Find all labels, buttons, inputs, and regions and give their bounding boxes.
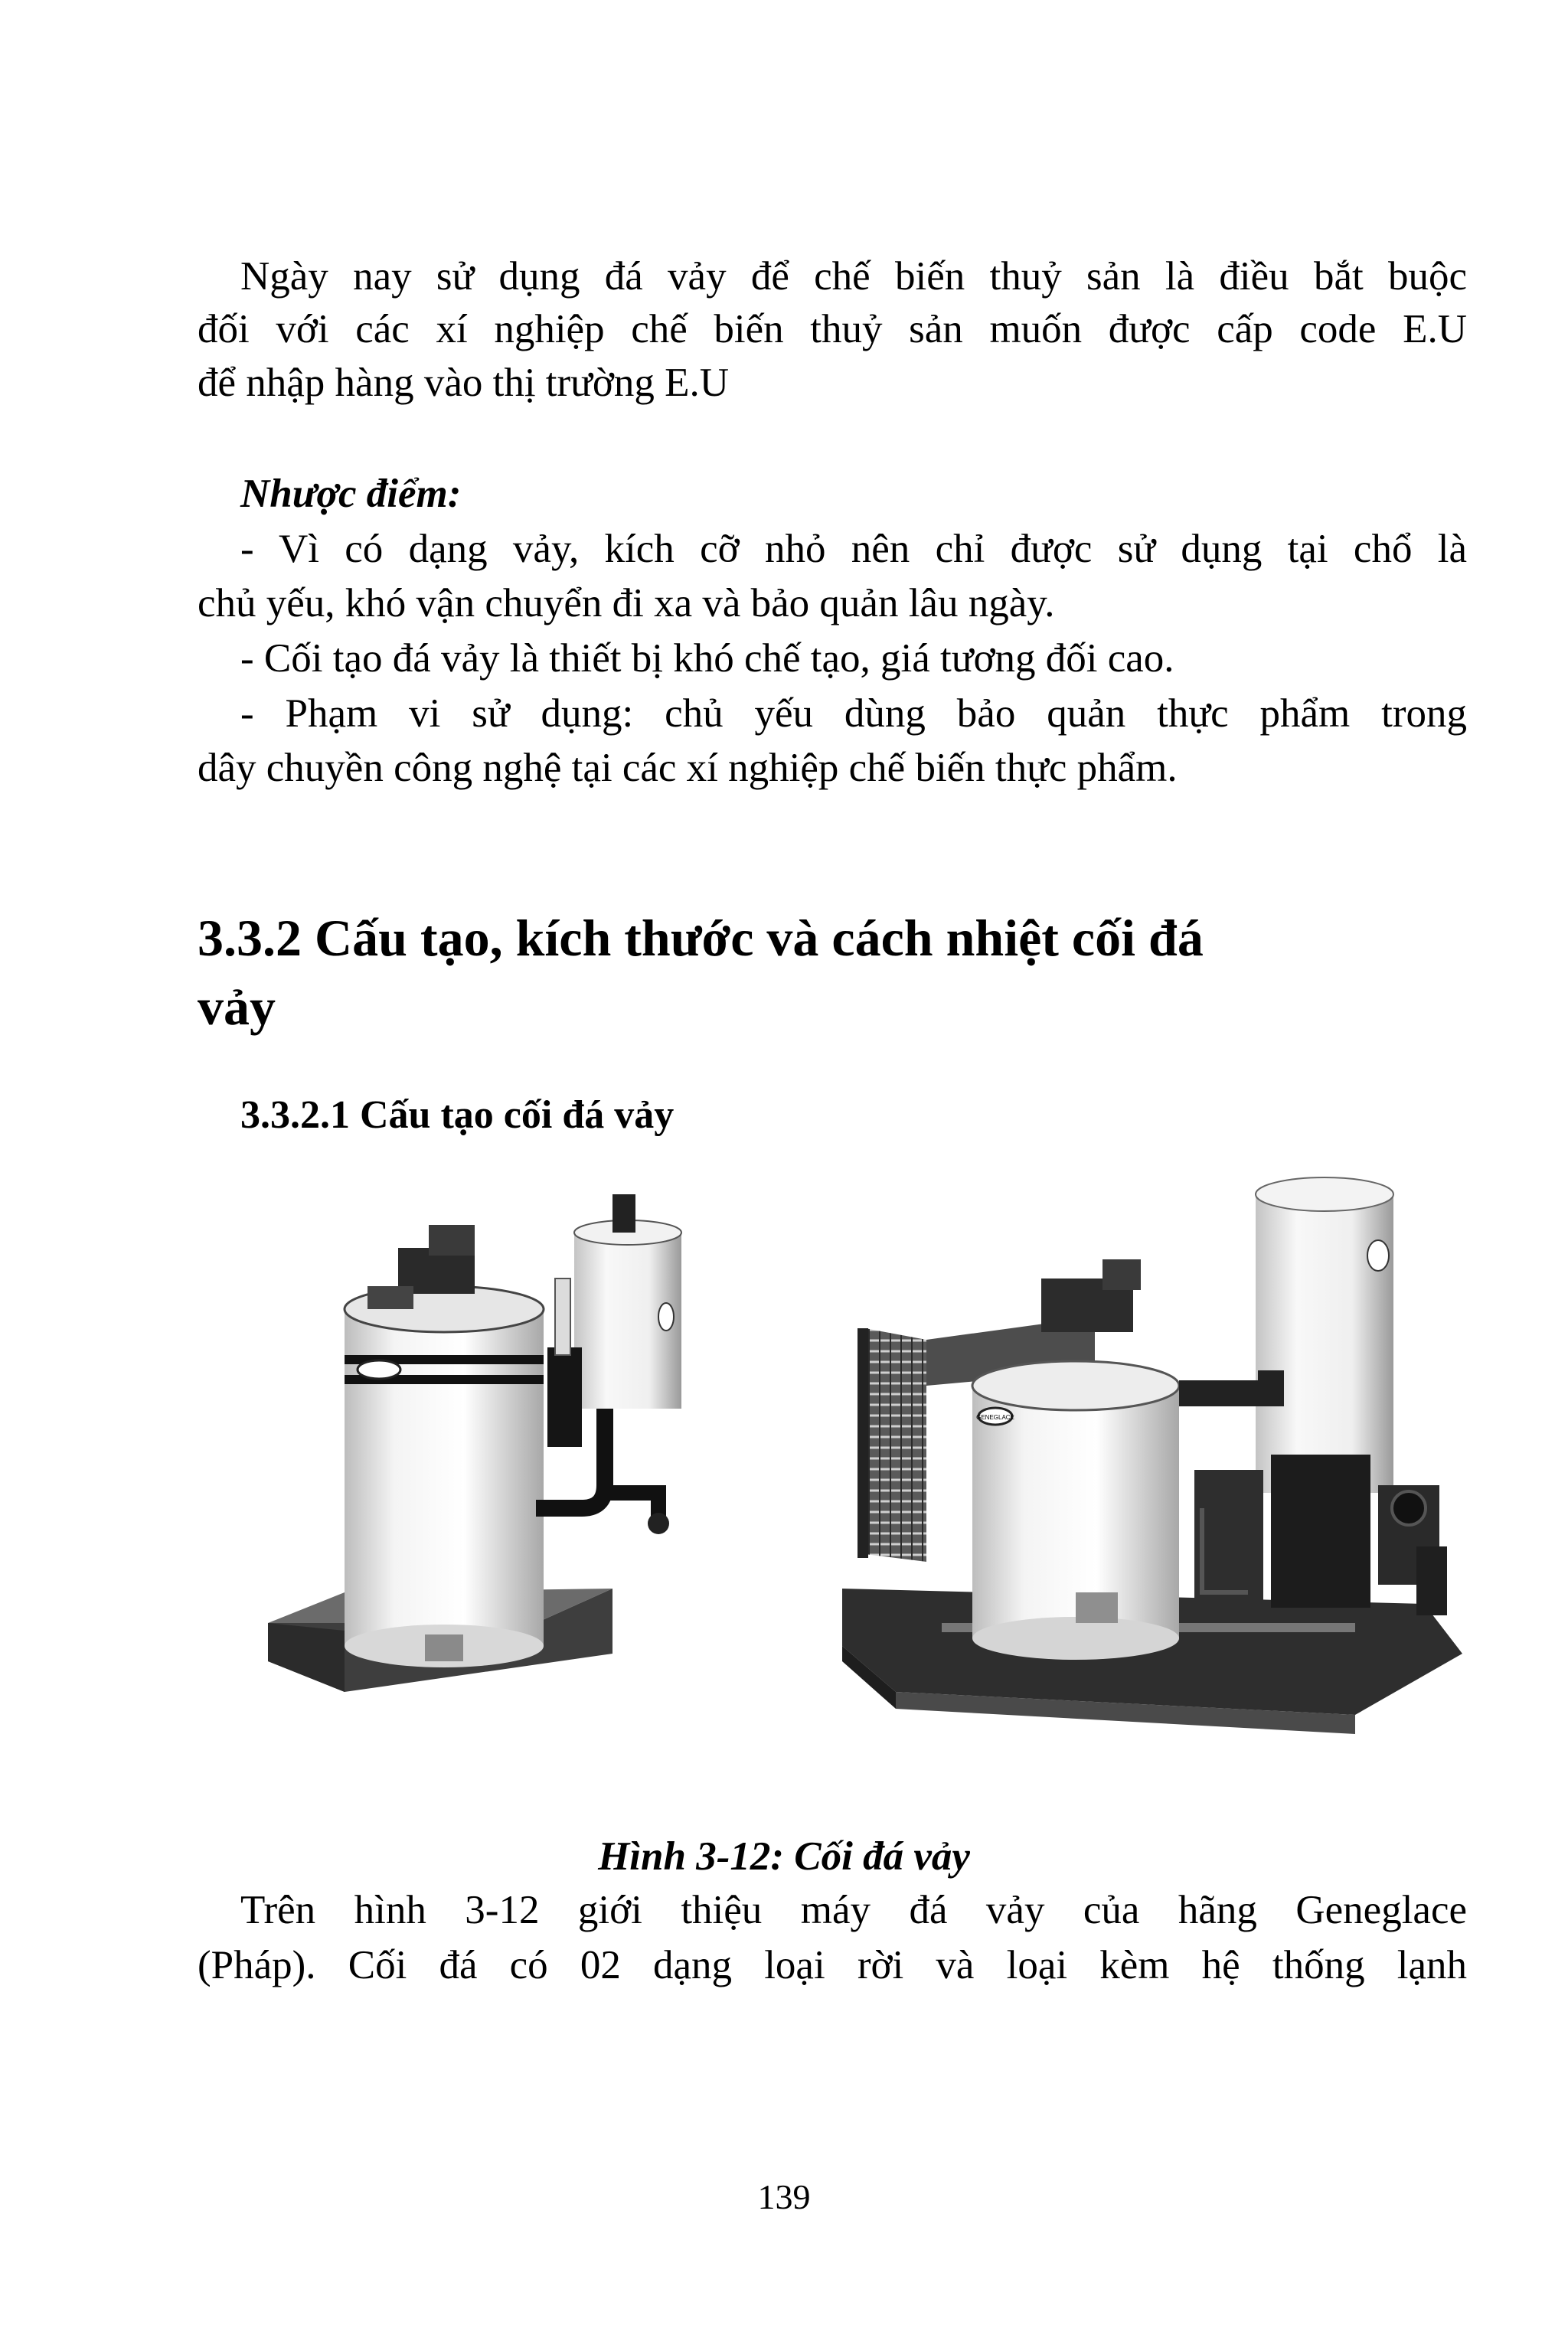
text-line: Trên hình 3-12 giới thiệu máy đá vảy của hãng Geneglace — [240, 1888, 1467, 1932]
disadvantages-title: Nhược điểm: — [240, 472, 462, 516]
text-line: Ngày nay sử dụng đá vảy để chế biến thuỷ sản là điều bắt buộc — [240, 254, 1467, 299]
figure-caption: Hình 3-12: Cối đá vảy — [598, 1834, 970, 1879]
text-line: dây chuyền công nghệ tại các xí nghiệp chế biến thực phẩm. — [198, 746, 1178, 790]
flake-ice-machine-with-refrigeration-unit — [842, 1177, 1462, 1734]
brand-logo-text: GENEGLACE — [976, 1414, 1014, 1421]
section-heading-line: vảy — [198, 978, 276, 1036]
section-heading-line: 3.3.2 Cấu tạo, kích thước và cách nhiệt cối đá — [198, 909, 1204, 967]
text-line: để nhập hàng vào thị trường E.U — [198, 361, 730, 405]
text-line: - Phạm vi sử dụng: chủ yếu dùng bảo quản thực phẩm trong — [240, 691, 1467, 736]
text-line: đối với các xí nghiệp chế biến thuỷ sản muốn được cấp code E.U — [198, 307, 1467, 351]
text-line: - Vì có dạng vảy, kích cỡ nhỏ nên chỉ được sử dụng tại chổ là — [240, 527, 1467, 571]
page-number: 139 — [757, 2177, 811, 2216]
text-line: chủ yếu, khó vận chuyển đi xa và bảo quản lâu ngày. — [198, 581, 1055, 625]
text-line: (Pháp). Cối đá có 02 dạng loại rời và loại kèm hệ thống lạnh — [198, 1943, 1467, 1987]
flake-ice-machines-figure — [253, 1164, 1478, 1745]
flake-ice-machine-standalone — [268, 1194, 681, 1692]
text-line: - Cối tạo đá vảy là thiết bị khó chế tạo, giá tương đối cao. — [240, 636, 1174, 681]
subsection-heading: 3.3.2.1 Cấu tạo cối đá vảy — [240, 1093, 675, 1137]
